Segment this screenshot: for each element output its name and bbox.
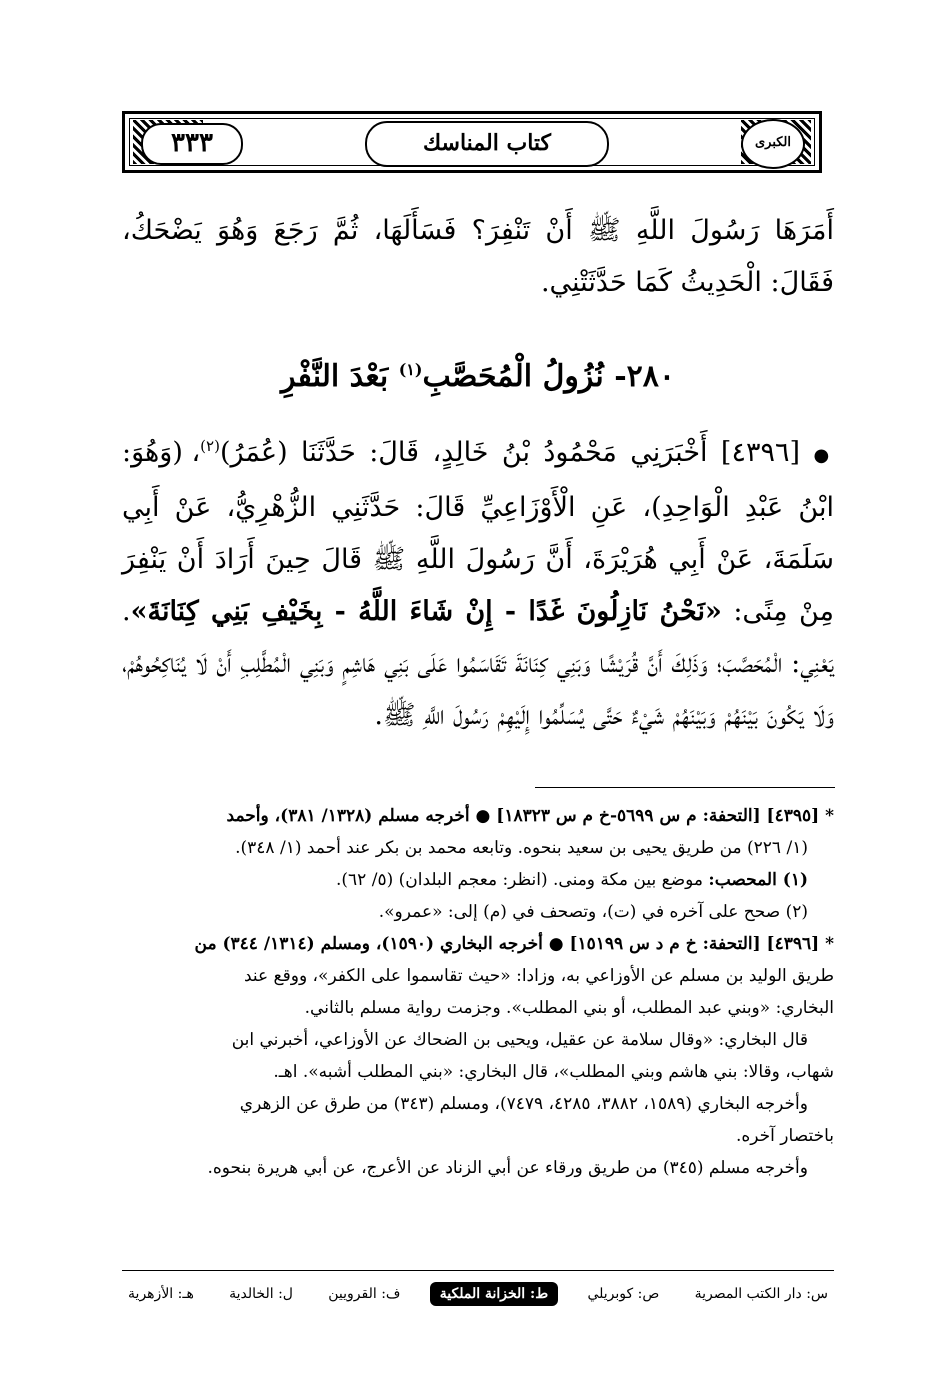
source-key-item: هـ: الأزهرية — [128, 1286, 194, 1302]
footnote-1-text: موضع بين مكة ومنى. (انظر: معجم البلدان) (٥/ ٦٢). — [336, 870, 704, 890]
hadith-matn-quote: «نَحْنُ نَازِلُونَ غَدًا - إِنْ شَاءَ اللَّهُ - بِخَيْفِ بَنِي كِنَانَةَ» — [130, 596, 722, 627]
footnote-4396-line4: قال البخاري: «وقال سلامة عن عقيل، ويحيى بن الضحاك عن الأوزاعي، أخبرني ابن — [231, 1030, 808, 1050]
footer-rule — [122, 1270, 834, 1271]
hadith-isnad-rest: ، (وَهُوَ: ابْنُ عَبْدِ الْوَاحِدِ)، عَنِ الْأَوْزَاعِيِّ قَالَ: حَدَّثَنِي الزُّهْرِيُّ، عَنْ أَبِي سَلَمَةَ، عَنْ أَبِي هُرَيْرَةَ، أَنَّ رَسُولَ اللَّهِ ﷺ قَالَ حِينَ أَرَادَ أَنْ يَنْفِرَ مِنْ مِنًى: — [122, 437, 834, 627]
footnote-4395-line2: (١/ ٢٢٦) من طريق يحيى بن سعيد بنحوه. وتابعه محمد بن بكر عند أحمد (١/ ٣٤٨). — [235, 838, 808, 858]
book-title: كتاب المناسك — [365, 121, 609, 167]
footnote-1-label: (١) المحصب: — [708, 870, 808, 890]
source-key-item: ف: القرويين — [328, 1286, 401, 1302]
source-key-item: س: دار الكتب المصرية — [694, 1286, 828, 1302]
book-logo: الكبرى — [741, 119, 805, 169]
hadith-explanation: . يَعْنِي: الْمُحَصَّبَ؛ وَذَلِكَ أَنَّ قُرَيْشًا وَبَنِي كِنَانَةَ تَقَاسَمُوا عَلَى بَنِي هَاشِمٍ وَبَنِي الْمُطَّلِبِ أَنْ لَا يُنَاكِحُوهُمْ، وَلَا يَكُونَ بَيْنَهُمْ وَبَيْنَهُمْ شَيْءٌ حَتَّى يُسَلِّمُوا إِلَيْهِمْ رَسُولَ اللَّهِ ﷺ. — [122, 596, 834, 731]
page-header — [122, 111, 822, 173]
footnote-4396-line3: البخاري: «وبني عبد المطلب، أو بني المطلب». وجزمت رواية مسلم بالثاني. — [304, 998, 834, 1018]
footnote-4396-line7: باختصار آخره. — [735, 1126, 834, 1146]
hadith-bullet: ● — [813, 445, 834, 466]
continuation-text: أَمَرَهَا رَسُولَ اللَّهِ ﷺ أَنْ تَنْفِرَ؟ فَسَأَلَهَا، ثُمَّ رَجَعَ وَهُوَ يَضْحَكُ، فَقَالَ: الْحَدِيثُ كَمَا حَدَّثَتْنِي. — [122, 215, 834, 298]
source-key-item-highlighted: ط: الخزانة الملكية — [430, 1282, 558, 1306]
chapter-title: ٢٨٠- نُزُولُ الْمُحَصَّبِ — [422, 359, 675, 394]
page-number: ٣٣٣ — [141, 123, 243, 165]
footnote-4396-line8: وأخرجه مسلم (٣٤٥) من طريق ورقاء عن أبي الزناد عن الأعرج، عن أبي هريرة بنحوه. — [207, 1158, 808, 1178]
footnote-4396-line6: وأخرجه البخاري (١٥٨٩، ٣٨٨٢، ٤٢٨٥، ٧٤٧٩)، ومسلم (٣٤٣) من طرق عن الزهري — [239, 1094, 808, 1114]
footnote-4396-line2: طريق الوليد بن مسلم عن الأوزاعي به، وزادا: «حيث تقاسموا على الكفر»، ووقع عند — [243, 966, 834, 986]
footnote-4396-line1: * [٤٣٩٦] [التحفة: خ م د س ١٥١٩٩] ● أخرجه البخاري (١٥٩٠)، ومسلم (١٣١٤/ ٣٤٤) من — [194, 934, 834, 954]
footnote-4396-line5: شهاب، وقالا: بني هاشم وبني المطلب»، قال البخاري: «بني المطلب أشبه». اهـ. — [273, 1062, 834, 1082]
chapter-heading — [122, 345, 834, 402]
footnote-4395-line1: * [٤٣٩٥] [التحفة: م س ٥٦٩٩-خ م س ١٨٣٢٣] ● أخرجه مسلم (١٣٢٨/ ٣٨١)، وأحمد — [226, 806, 834, 826]
source-key — [122, 1276, 834, 1312]
source-key-item: ص: كوبريلي — [587, 1286, 660, 1302]
source-key-item: ل: الخالدية — [229, 1286, 293, 1302]
chapter-title-tail: بَعْدَ النَّفْرِ — [280, 359, 389, 394]
hadith-4396 — [122, 420, 834, 742]
footnote-2: (٢) صحح على آخره في (ت)، وتصحف في (م) إلى: «عمرو». — [378, 902, 808, 922]
footnote-ref-2: (٢) — [200, 437, 220, 455]
footnotes — [122, 800, 834, 1184]
hadith-isnad-start: [٤٣٩٦] أَخْبَرَنِي مَحْمُودُ بْنُ خَالِدٍ، قَالَ: حَدَّثَنَا (عُمَرُ) — [219, 437, 801, 468]
footnote-ref-1: (١) — [398, 360, 423, 379]
footnote-1 — [122, 864, 834, 896]
footnote-divider — [535, 787, 835, 788]
